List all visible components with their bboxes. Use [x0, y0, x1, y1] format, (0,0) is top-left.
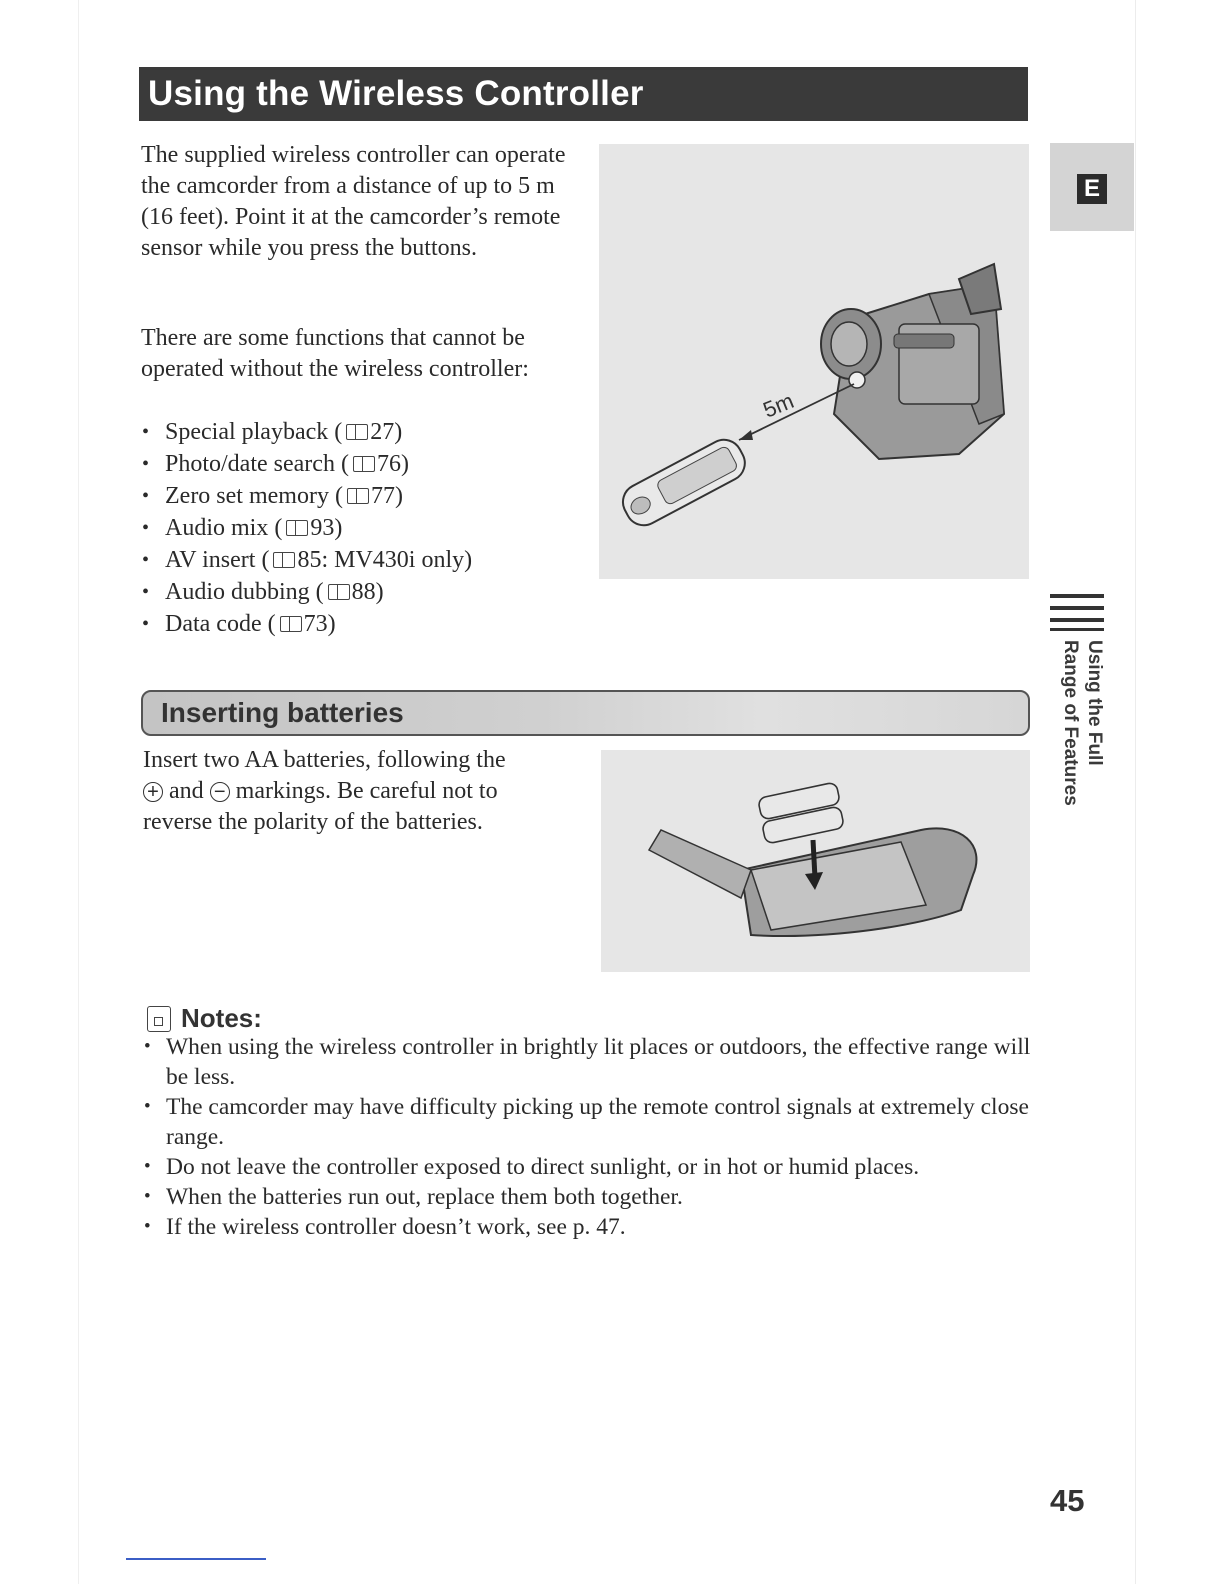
list-item: • AV insert ( 85: MV430i only) [141, 544, 472, 576]
list-item: • When the batteries run out, replace them both together. [143, 1182, 1043, 1212]
list-item: • Zero set memory ( 77) [141, 480, 472, 512]
book-icon [328, 584, 350, 600]
camcorder-icon [821, 264, 1004, 459]
arrow-head [739, 430, 753, 440]
book-icon [286, 520, 308, 536]
list-item: • If the wireless controller doesn’t work, see p. 47. [143, 1212, 1043, 1242]
page-number: 45 [1050, 1483, 1085, 1518]
list-item: • When using the wireless controller in brightly lit places or outdoors, the effective range will be less. [143, 1032, 1043, 1092]
functions-intro: There are some functions that cannot be operated without the wireless controller: [141, 325, 529, 382]
section-label: Using the Full Range of Features [1060, 640, 1105, 806]
notes-heading: Notes: [147, 1002, 262, 1034]
notes-list [143, 1032, 1043, 1242]
list-item: • The camcorder may have difficulty picking up the remote control signals at extremely close range. [143, 1092, 1043, 1152]
camcorder-drawing [599, 144, 1029, 579]
insert-arrow [813, 840, 815, 878]
book-icon [280, 616, 302, 632]
list-item: • Do not leave the controller exposed to direct sunlight, or in hot or humid places. [143, 1152, 1043, 1182]
list-item: • Photo/date search ( 76) [141, 448, 472, 480]
battery-illustration [601, 750, 1030, 972]
divider [1050, 594, 1104, 598]
remote-controller-icon [617, 433, 752, 531]
divider [1050, 606, 1104, 610]
divider [1050, 628, 1104, 631]
list-item: • Audio dubbing ( 88) [141, 576, 472, 608]
page-title: Using the Wireless Controller [139, 67, 1028, 121]
plus-icon: + [143, 782, 163, 802]
intro-paragraph: The supplied wireless controller can operate the camcorder from a distance of up to 5 m (16 feet). Point it at the camcorder’s remote sensor while you press the buttons. [141, 142, 566, 261]
book-icon [346, 424, 368, 440]
section-heading: Inserting batteries [141, 690, 1030, 736]
footer-rule [126, 1558, 266, 1560]
list-item: • Data code ( 73) [141, 608, 472, 640]
battery-instructions: Insert two AA batteries, following the + and − markings. Be careful not to reverse the polarity of the batteries. [143, 747, 506, 835]
distance-label: 5m [759, 388, 798, 423]
battery-drawing [601, 750, 1030, 972]
book-icon [347, 488, 369, 504]
list-item: • Audio mix ( 93) [141, 512, 472, 544]
language-badge: E [1077, 174, 1107, 204]
minus-icon: − [210, 782, 230, 802]
book-icon [273, 552, 295, 568]
notes-icon [147, 1006, 171, 1032]
camcorder-illustration [599, 144, 1029, 579]
book-icon [353, 456, 375, 472]
list-item: • Special playback ( 27) [141, 416, 472, 448]
divider [1050, 618, 1104, 622]
function-list [141, 416, 472, 640]
battery-icon [758, 782, 845, 844]
